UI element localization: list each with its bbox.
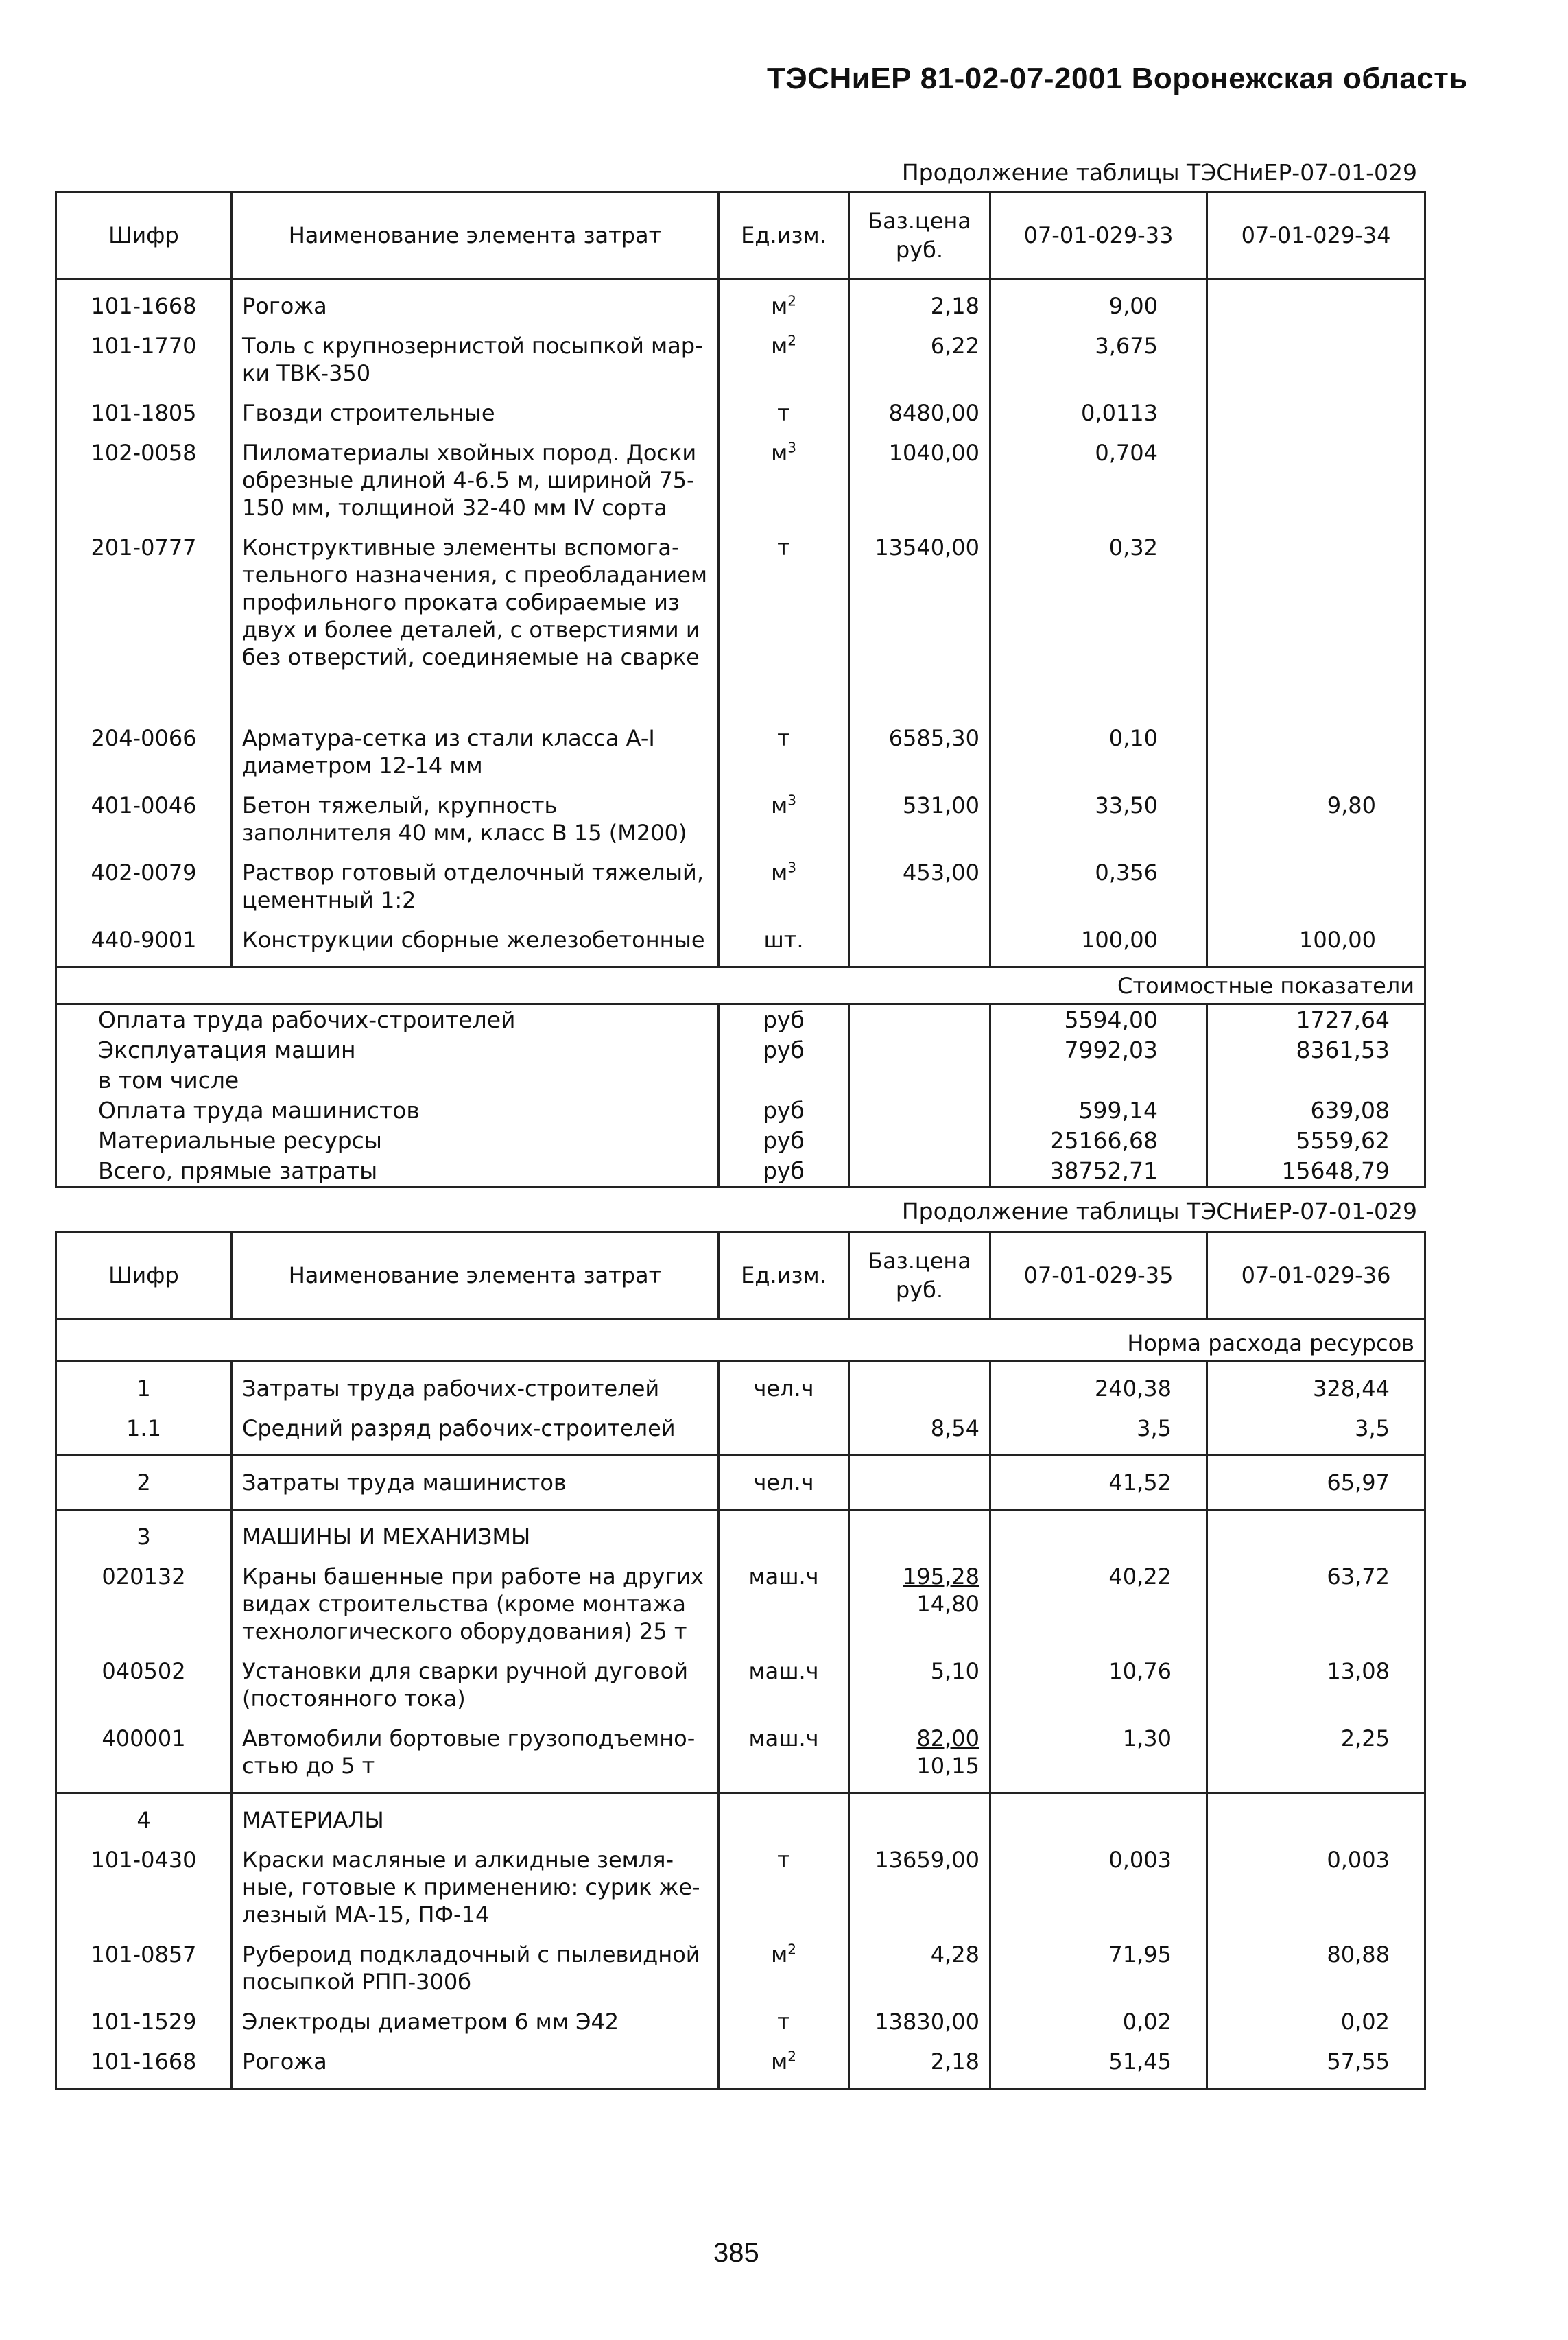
table-row: 4 МАТЕРИАЛЫ (56, 1793, 1425, 1834)
table1-caption: Продолжение таблицы ТЭСНиЕР-07-01-029 (901, 159, 1417, 186)
table-row: 400001 Автомобили бортовые грузоподъемно-стью до 5 т маш.ч 82,00 10,15 1,30 2,25 (56, 1712, 1425, 1793)
summary-row: Оплата труда рабочих-строителей руб 5594,00 1727,64 (56, 1004, 1425, 1036)
table-row: 020132 Краны башенные при работе на других видах строительства (кроме монтажа технологического оборудования) 25 т маш.ч 195,28 14,80 40,22 63,72 (56, 1550, 1425, 1645)
table-row: 201-0777 Конструктивные элементы вспомога-тельного назначения, с преобладанием профильного проката собираемые из двух и более деталей, с отверстиями и без отверстий, соединяемые на сварке т 13540,00 0,32 (56, 521, 1425, 712)
cost-section-header: Стоимостные показатели (56, 967, 1425, 1004)
table-row: 1 Затраты труда рабочих-строителей чел.ч 240,38 328,44 (56, 1362, 1425, 1403)
column-header-code-33: 07-01-029-33 (990, 192, 1207, 279)
table-row: 101-1770 Толь с крупнозернистой посыпкой мар-ки ТВК-350 $м^2$ 6,22 3,675 (56, 320, 1425, 387)
column-header-code-34: 07-01-029-34 (1207, 192, 1425, 279)
column-header-unit: Ед.изм. (719, 1232, 849, 1319)
column-header-code: Шифр (56, 192, 232, 279)
table-row: 2 Затраты труда машинистов чел.ч 41,52 65,97 (56, 1456, 1425, 1510)
summary-row: Оплата труда машинистов руб 599,14 639,08 (56, 1096, 1425, 1126)
table2-header-row (56, 1232, 1425, 1319)
table-row: 102-0058 Пиломатериалы хвойных пород. Доски обрезные длиной 4-6.5 м, шириной 75-150 мм, толщиной 32-40 мм IV сорта $м^3$ 1040,00 0,704 (56, 427, 1425, 521)
table2 (55, 1231, 1426, 2090)
summary-row: Материальные ресурсы руб 25166,68 5559,62 (56, 1126, 1425, 1156)
column-header-price: Баз.цена руб. (849, 192, 990, 279)
norm-section-header: Норма расхода ресурсов (56, 1319, 1425, 1362)
column-header-code-36: 07-01-029-36 (1207, 1232, 1425, 1319)
column-header-name: Наименование элемента затрат (232, 192, 719, 279)
document-header-title: ТЭСНиЕР 81-02-07-2001 Воронежская область (767, 62, 1468, 95)
column-header-code-35: 07-01-029-35 (990, 1232, 1207, 1319)
table-row: 040502 Установки для сварки ручной дуговой (постоянного тока) маш.ч 5,10 10,76 13,08 (56, 1645, 1425, 1712)
norm-section-header-row (56, 1319, 1425, 1362)
summary-row: в том числе (56, 1065, 1425, 1096)
page-number: 385 (713, 2238, 759, 2268)
table-row: 204-0066 Арматура-сетка из стали класса A-I диаметром 12-14 мм т 6585,30 0,10 (56, 712, 1425, 779)
table-row: 101-1805 Гвозди строительные т 8480,00 0,0113 (56, 387, 1425, 427)
table-row: 402-0079 Раствор готовый отделочный тяжелый, цементный 1:2 $м^3$ 453,00 0,356 (56, 847, 1425, 914)
table2-caption: Продолжение таблицы ТЭСНиЕР-07-01-029 (901, 1198, 1417, 1225)
summary-row: Всего, прямые затраты руб 38752,71 15648,79 (56, 1156, 1425, 1187)
table-row: 101-0857 Рубероид подкладочный с пылевидной посыпкой РПП-300б $м^2$ 4,28 71,95 80,88 (56, 1928, 1425, 1996)
table-row: 101-1668 Рогожа $м^2$ 2,18 51,45 57,55 (56, 2035, 1425, 2089)
summary-row: Эксплуатация машин руб 7992,03 8361,53 (56, 1035, 1425, 1065)
table-row: 401-0046 Бетон тяжелый, крупность заполнителя 40 мм, класс В 15 (М200) $м^3$ 531,00 33,50 9,80 (56, 779, 1425, 847)
column-header-name: Наименование элемента затрат (232, 1232, 719, 1319)
column-header-code: Шифр (56, 1232, 232, 1319)
column-header-price: Баз.цена руб. (849, 1232, 990, 1319)
table1 (55, 191, 1426, 1188)
table-row: 440-9001 Конструкции сборные железобетонные шт. 100,00 100,00 (56, 914, 1425, 967)
table-row: 3 МАШИНЫ И МЕХАНИЗМЫ (56, 1510, 1425, 1551)
table1-header-row (56, 192, 1425, 279)
table-row: 1.1 Средний разряд рабочих-строителей 8,54 3,5 3,5 (56, 1402, 1425, 1456)
column-header-unit: Ед.изм. (719, 192, 849, 279)
table-row: 101-0430 Краски масляные и алкидные земля-ные, готовые к применению: сурик же-лезный МА-15, ПФ-14 т 13659,00 0,003 0,003 (56, 1834, 1425, 1928)
table-row: 101-1668 Рогожа $м^2$ 2,18 9,00 (56, 279, 1425, 320)
table-row: 101-1529 Электроды диаметром 6 мм Э42 т 13830,00 0,02 0,02 (56, 1996, 1425, 2035)
cost-section-header-row (56, 967, 1425, 1004)
